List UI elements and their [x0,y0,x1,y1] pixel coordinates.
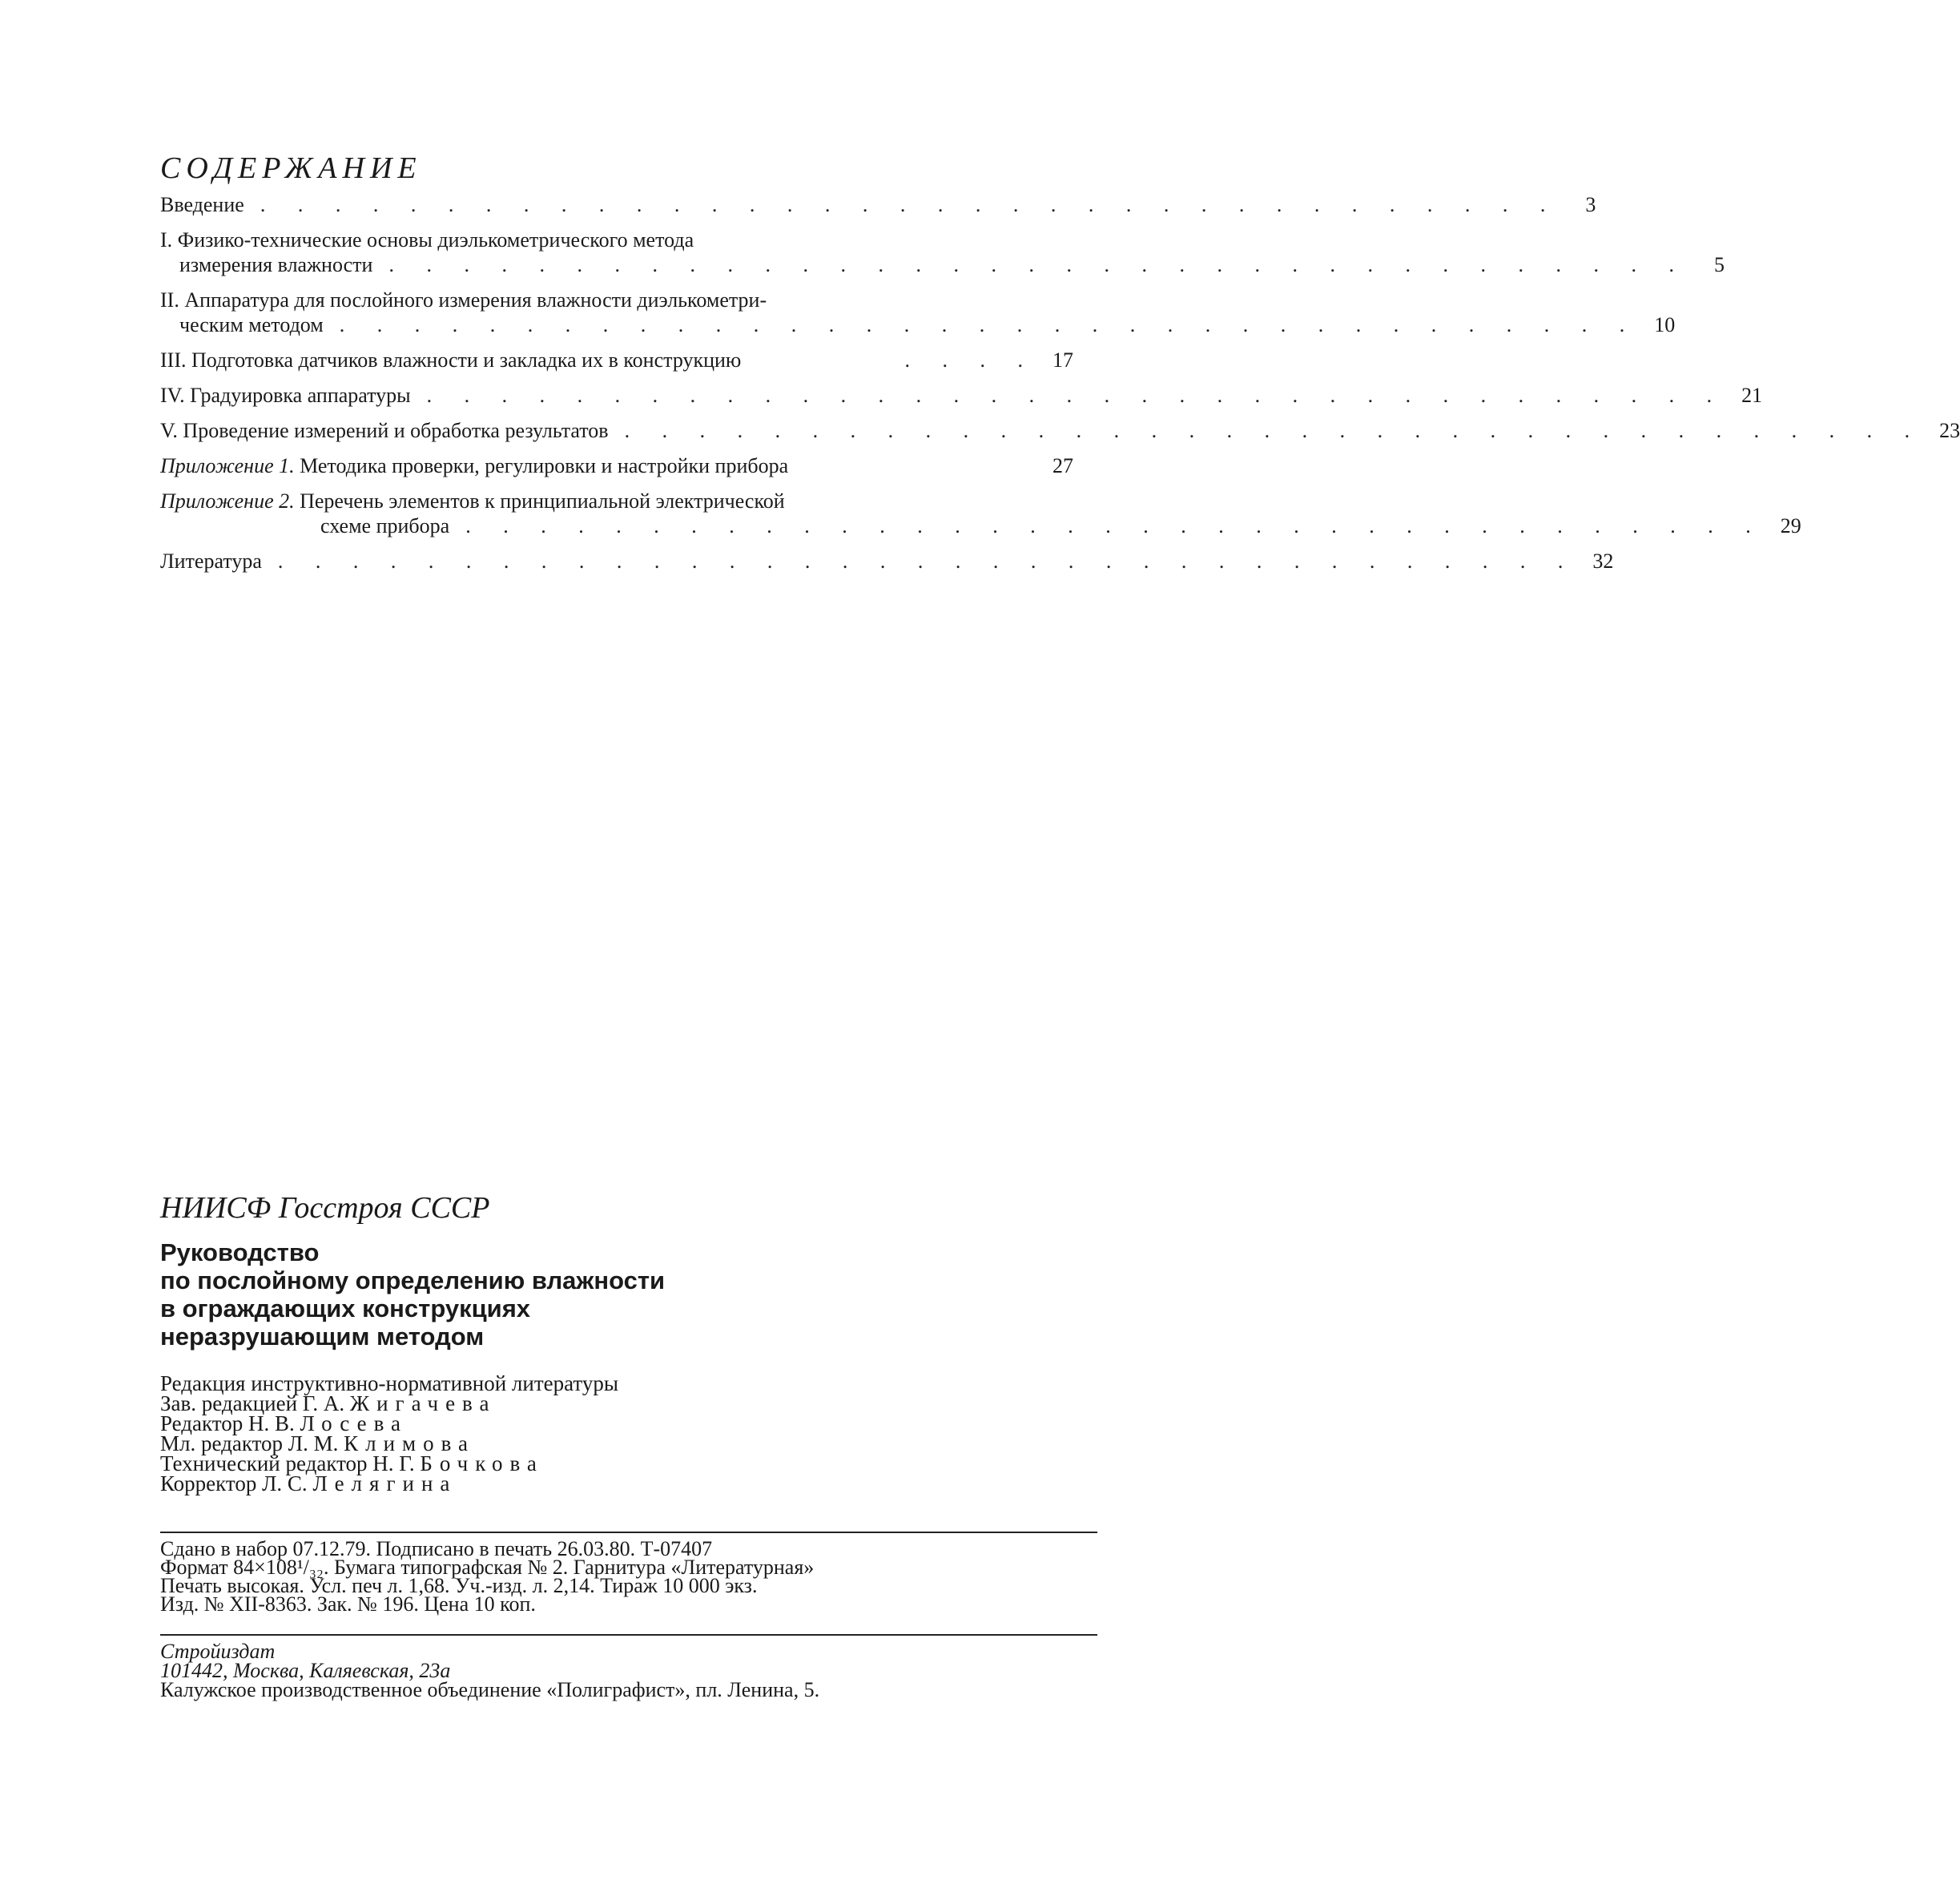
toc-entry-text-line2: измерения влажности [179,253,373,276]
credit-name: Лосева [300,1411,408,1435]
toc-appendix-title: Перечень элементов к принципиальной электрической [300,489,785,513]
toc-page-number: 21 [1741,384,1763,407]
imprint-line: Формат 84×108¹/₃₂. Бумага типографская № 2. Гарнитура «Литературная» [160,1556,815,1579]
toc-entry-chapter-2 [160,288,1676,337]
dot-leader: . . . . [904,348,1036,372]
toc-entry-text-line2: схеме прибора [320,514,450,537]
organization-name: НИИСФ Госстроя СССР [160,1191,490,1225]
credit-role: Зав. редакцией Г. А. [160,1391,345,1415]
credit-name: Жигачева [349,1391,497,1415]
dot-leader: . . . . . . . . . . . . . . . . . . . . . . . . . . . . . . . . . . . [277,549,1577,573]
credit-line [160,1471,1041,1495]
credit-role: Мл. редактор Л. М. [160,1431,339,1455]
imprint-line: Изд. № XII-8363. Зак. № 196. Цена 10 коп. [160,1592,536,1616]
toc-page-number: 29 [1780,514,1801,537]
imprint-line: Сдано в набор 07.12.79. Подписано в печать 26.03.80. Т-07407 [160,1537,713,1560]
book-title-line: по послойному определению влажности [160,1266,666,1294]
toc-entry-chapter-5 [160,418,1960,443]
toc-appendix-title: Методика проверки, регулировки и настройки прибора [300,454,789,477]
imprint-details [160,1537,1097,1616]
toc-entry-text-line1 [160,489,1073,513]
toc-entry-text-line1: I. Физико-технические основы диэлькометрического метода [160,228,694,252]
toc-page-number: 32 [1592,549,1614,573]
divider-rule [160,1532,1097,1533]
toc-entry-chapter-1 [160,227,1725,277]
imprint-line: Печать высокая. Усл. печ л. 1,68. Уч.-изд. л. 2,14. Тираж 10 000 экз. [160,1574,758,1597]
publisher-block [160,1642,1121,1700]
book-title-line: в ограждающих конструкциях [160,1294,531,1322]
toc-page-number: 17 [1052,348,1073,372]
toc-entry-text [160,453,788,478]
toc-entry-introduction [160,192,1596,217]
toc-entry-chapter-4 [160,383,1763,408]
book-title-line: неразрушающим методом [160,1322,485,1351]
dot-leader: . . . . . . . . . . . . . . . . . . . . . . . . . . . . . . . . . . . [426,384,1726,407]
divider-rule [160,1634,1097,1636]
credit-name: Лелягина [312,1471,457,1495]
toc-appendix-label: Приложение 2. [160,489,295,513]
toc-entry-text: Литература [160,549,262,573]
book-title [160,1238,961,1351]
toc-page-number: 5 [1713,253,1725,276]
credit-role: Корректор Л. С. [160,1471,308,1495]
credit-role: Редактор Н. В. [160,1411,295,1435]
editorial-credits [160,1371,1041,1495]
toc-page-number: 23 [1939,419,1960,442]
credit-name: Бочкова [420,1451,544,1475]
toc-page-number: 10 [1654,313,1676,336]
dot-leader: . . . . . . . . . . . . . . . . . . . . . . . . . . . . . . . . . . . [339,313,1639,336]
publisher-name: Стройиздат [160,1640,276,1663]
toc-entry-literature [160,549,1614,574]
table-of-contents [160,192,1960,584]
edition-line: Редакция инструктивно-нормативной литературы [160,1371,618,1395]
toc-entry-text-line1: II. Аппаратура для послойного измерения влажности диэлькометри- [160,288,767,312]
dot-leader: . . . . . . . . . . . . . . . . . . . . . . . . . . . . . . . . . . . [465,514,1765,537]
dot-leader: . . . . . . . . . . . . . . . . . . . . . . . . . . . . . . . . . . . [260,193,1560,216]
book-title-line: Руководство [160,1238,320,1266]
toc-page-number: 27 [1052,454,1073,477]
publisher-address: 101442, Москва, Каляевская, 23а [160,1659,451,1682]
toc-entry-text: IV. Градуировка аппаратуры [160,384,411,407]
toc-title: СОДЕРЖАНИЕ [160,151,422,185]
toc-entry-text: Введение [160,193,244,216]
toc-entry-text: III. Подготовка датчиков влажности и закладка их в конструкцию [160,348,742,372]
dot-leader: . . . . . . . . . . . . . . . . . . . . . . . . . . . . . . . . . . . [388,253,1688,276]
dot-leader: . . . . . . . . . . . . . . . . . . . . . . . . . . . . . . . . . . . [624,419,1924,442]
printer-line: Калужское производственное объединение «Полиграфист», пл. Ленина, 5. [160,1678,820,1701]
toc-entry-text: V. Проведение измерений и обработка результатов [160,419,609,442]
toc-entry-text-line2: ческим методом [179,313,324,336]
toc-entry-chapter-3 [160,348,1073,372]
toc-appendix-label: Приложение 1. [160,454,295,477]
credit-name: Климова [344,1431,476,1455]
toc-entry-appendix-1 [160,453,1073,478]
toc-entry-appendix-2 [160,489,1801,538]
toc-page-number: 3 [1585,193,1596,216]
credit-role: Технический редактор Н. Г. [160,1451,415,1475]
